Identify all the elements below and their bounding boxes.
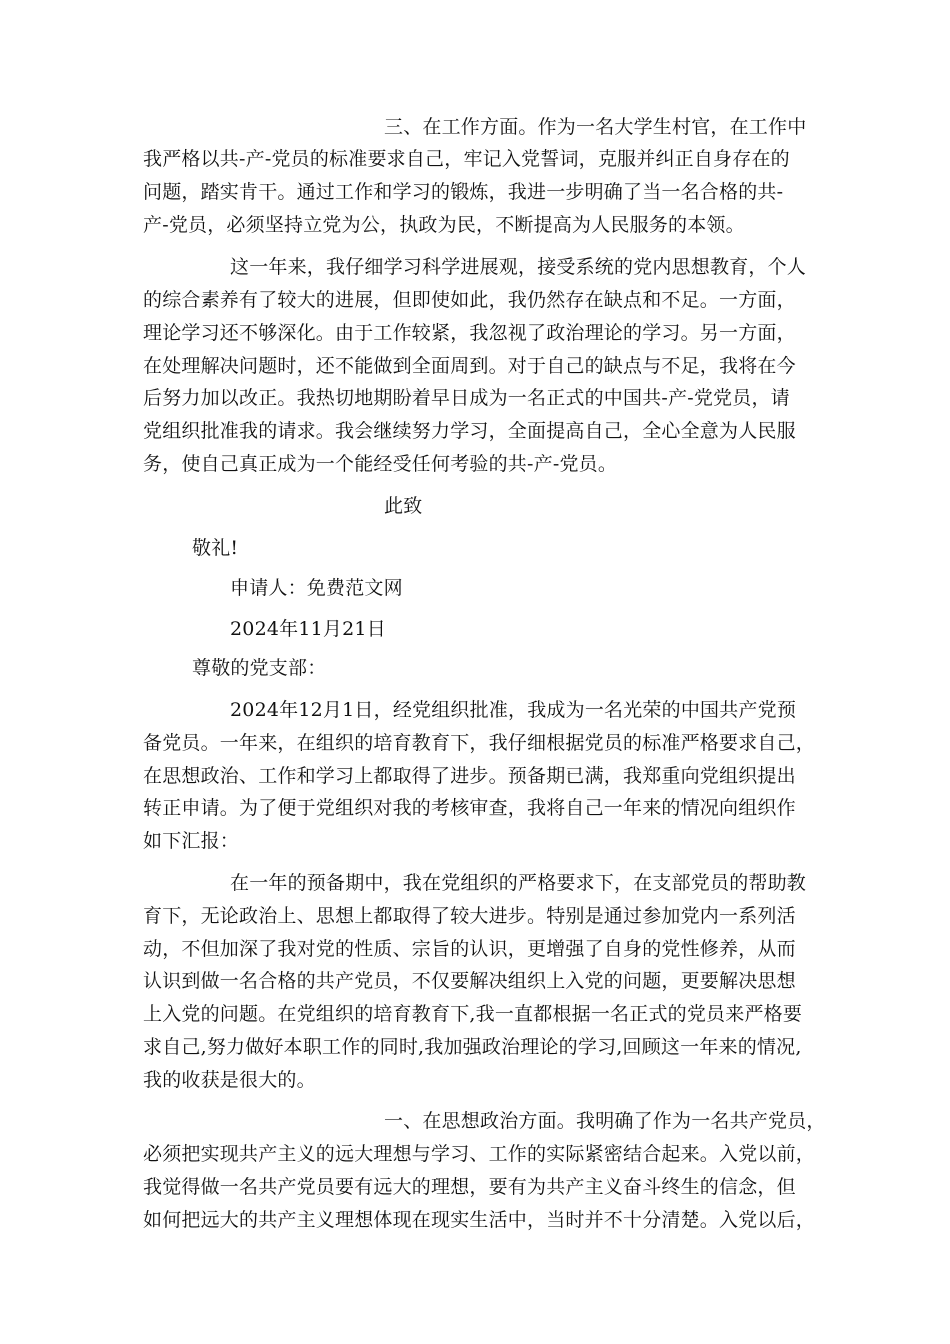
text-line: 党组织批准我的请求。我会继续努力学习，全面提高自己，全心全意为人民服 — [143, 420, 796, 442]
text-line: 育下，无论政治上、思想上都取得了较大进步。特别是通过参加党内一系列活 — [143, 905, 796, 927]
text-line: 在一年的预备期中，我在党组织的严格要求下，在支部党员的帮助教 — [230, 872, 807, 894]
date-line: 2024年11月21日 — [230, 618, 386, 640]
closing-salutation: 此致 — [384, 495, 423, 517]
text-line: 上入党的问题。在党组织的培育教育下,我一直都根据一名正式的党员来严格要 — [143, 1003, 803, 1025]
text-line: 一、在思想政治方面。我明确了作为一名共产党员， — [384, 1110, 826, 1132]
text-line: 备党员。一年来，在组织的培育教育下，我仔细根据党员的标准严格要求自己， — [143, 732, 816, 754]
text-line: 2024年12月1日，经党组织批准，我成为一名光荣的中国共产党预 — [230, 699, 797, 721]
text-line: 在思想政治、工作和学习上都取得了进步。预备期已满，我郑重向党组织提出 — [143, 765, 796, 787]
text-line: 后努力加以改正。我热切地期盼着早日成为一名正式的中国共-产-党党员，请 — [143, 387, 790, 409]
text-line: 转正申请。为了便于党组织对我的考核审查，我将自己一年来的情况向组织作 — [143, 797, 796, 819]
text-line: 务，使自己真正成为一个能经受任何考验的共-产-党员。 — [143, 453, 618, 475]
text-line: 必须把实现共产主义的远大理想与学习、工作的实际紧密结合起来。入党以前， — [143, 1143, 816, 1165]
text-line: 如下汇报： — [143, 830, 240, 852]
text-line: 我严格以共-产-党员的标准要求自己，牢记入党誓词，克服并纠正自身存在的 — [143, 148, 790, 170]
text-line: 三、在工作方面。作为一名大学生村官，在工作中 — [384, 116, 807, 138]
text-line: 如何把远大的共产主义理想体现在现实生活中，当时并不十分清楚。入党以后， — [143, 1209, 816, 1231]
applicant-signature: 申请人：免费范文网 — [230, 577, 403, 599]
text-line: 求自己,努力做好本职工作的同时,我加强政治理论的学习,回顾这一年来的情况, — [143, 1036, 802, 1058]
text-line: 产-党员，必须坚持立党为公，执政为民，不断提高为人民服务的本领。 — [143, 214, 745, 236]
text-line: 的综合素养有了较大的进展，但即使如此，我仍然存在缺点和不足。一方面， — [143, 289, 796, 311]
text-line: 在处理解决问题时，还不能做到全面周到。对于自己的缺点与不足，我将在今 — [143, 355, 796, 377]
text-line: 认识到做一名合格的共产党员，不仅要解决组织上入党的问题，更要解决思想 — [143, 970, 796, 992]
text-line: 我觉得做一名共产党员要有远大的理想，要有为共产主义奋斗终生的信念，但 — [143, 1176, 796, 1198]
text-line: 我的收获是很大的。 — [143, 1069, 316, 1091]
text-line: 理论学习还不够深化。由于工作较紧，我忽视了政治理论的学习。另一方面， — [143, 322, 796, 344]
text-line: 问题，踏实肯干。通过工作和学习的锻炼，我进一步明确了当一名合格的共- — [143, 181, 784, 203]
text-line: 动，不但加深了我对党的性质、宗旨的认识，更增强了自身的党性修养，从而 — [143, 938, 796, 960]
text-line: 这一年来，我仔细学习科学进展观，接受系统的党内思想教育，个人 — [230, 256, 807, 278]
greeting-line: 尊敬的党支部： — [192, 657, 327, 679]
closing-respect: 敬礼! — [192, 537, 239, 559]
